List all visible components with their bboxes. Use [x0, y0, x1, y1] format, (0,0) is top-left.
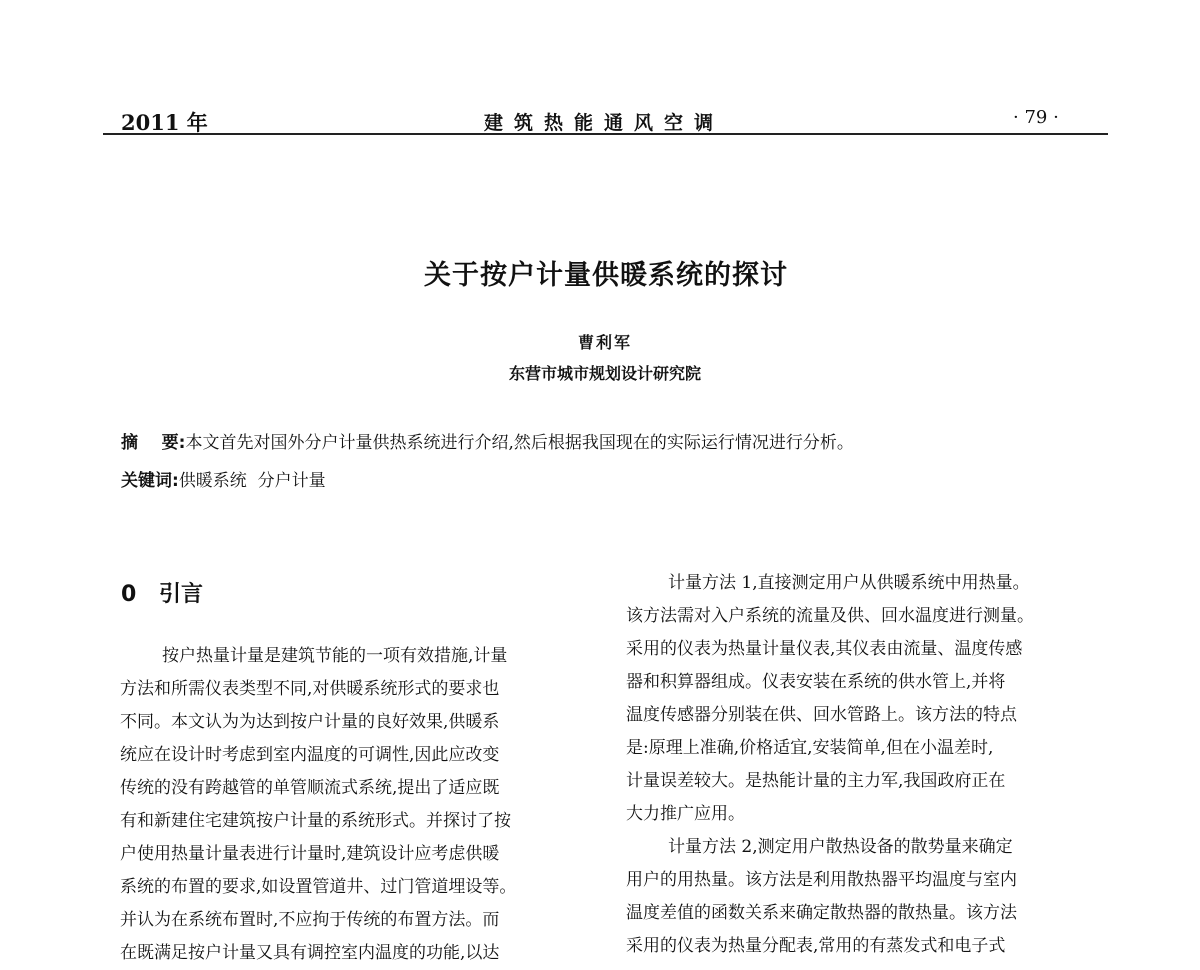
header-page-number: · 79 ·	[1013, 107, 1059, 128]
body-line: 温度传感器分别装在供、回水管路上。该方法的特点	[626, 705, 1017, 725]
section-title: 引言	[159, 582, 204, 607]
body-line: 是:原理上准确,价格适宜,安装简单,但在小温差时,	[626, 738, 994, 758]
body-line: 并认为在系统布置时,不应拘于传统的布置方法。而	[120, 910, 500, 930]
body-line: 计量方法 2,测定用户散热设备的散势量来确定	[668, 837, 1013, 857]
body-line: 传统的没有跨越管的单管顺流式系统,提出了适应既	[120, 778, 500, 798]
body-line: 该方法需对入户系统的流量及供、回水温度进行测量。	[626, 606, 1034, 626]
left-column	[120, 640, 592, 963]
body-line: 温度差值的函数关系来确定散热器的散热量。该方法	[626, 903, 1017, 923]
body-line: 计量误差较大。是热能计量的主力军,我国政府正在	[626, 771, 1006, 791]
body-line: 统应在设计时考虑到室内温度的可调性,因此应改变	[120, 745, 500, 765]
body-line: 系统的布置的要求,如设置管道井、过门管道埋设等。	[120, 877, 517, 897]
author-name: 曹利军	[577, 333, 632, 352]
body-line: 大力推广应用。	[626, 804, 745, 824]
header-rule	[103, 133, 1108, 135]
body-line: 方法和所需仪表类型不同,对供暖系统形式的要求也	[120, 679, 500, 699]
body-line: 采用的仪表为热量分配表,常用的有蒸发式和电子式	[626, 936, 1006, 956]
body-line: 采用的仪表为热量计量仪表,其仪表由流量、温度传感	[626, 639, 1023, 659]
body-line: 器和积算器组成。仪表安装在系统的供水管上,并将	[626, 672, 1006, 692]
body-line: 用户的用热量。该方法是利用散热器平均温度与室内	[626, 870, 1017, 890]
author-affiliation: 东营市城市规划设计研究院	[508, 364, 701, 383]
keywords-label: 关键词:	[121, 471, 179, 491]
body-line: 有和新建住宅建筑按户计量的系统形式。并探讨了按	[120, 811, 511, 831]
keywords	[121, 466, 326, 491]
header-journal-name: 建筑热能通风空调	[483, 112, 724, 134]
abstract	[121, 428, 854, 453]
header-year: 2011 年	[121, 110, 208, 135]
body-line: 户使用热量计量表进行计量时,建筑设计应考虑供暖	[120, 844, 500, 864]
abstract-text: 本文首先对国外分户计量供热系统进行介绍,然后根据我国现在的实际运行情况进行分析。	[185, 433, 854, 453]
body-line: 不同。本文认为为达到按户计量的良好效果,供暖系	[120, 712, 500, 732]
right-column	[626, 567, 1100, 956]
section-number: 0	[121, 582, 137, 607]
body-line: 按户热量计量是建筑节能的一项有效措施,计量	[162, 646, 508, 666]
paper-title: 关于按户计量供暖系统的探讨	[424, 260, 788, 291]
abstract-label: 摘 要:	[121, 433, 186, 453]
section-heading	[121, 577, 203, 608]
keywords-text: 供暖系统 分户计量	[178, 471, 326, 491]
body-line: 在既满足按户计量又具有调控室内温度的功能,以达	[120, 943, 500, 963]
body-line: 计量方法 1,直接测定用户从供暖系统中用热量。	[668, 573, 1030, 593]
